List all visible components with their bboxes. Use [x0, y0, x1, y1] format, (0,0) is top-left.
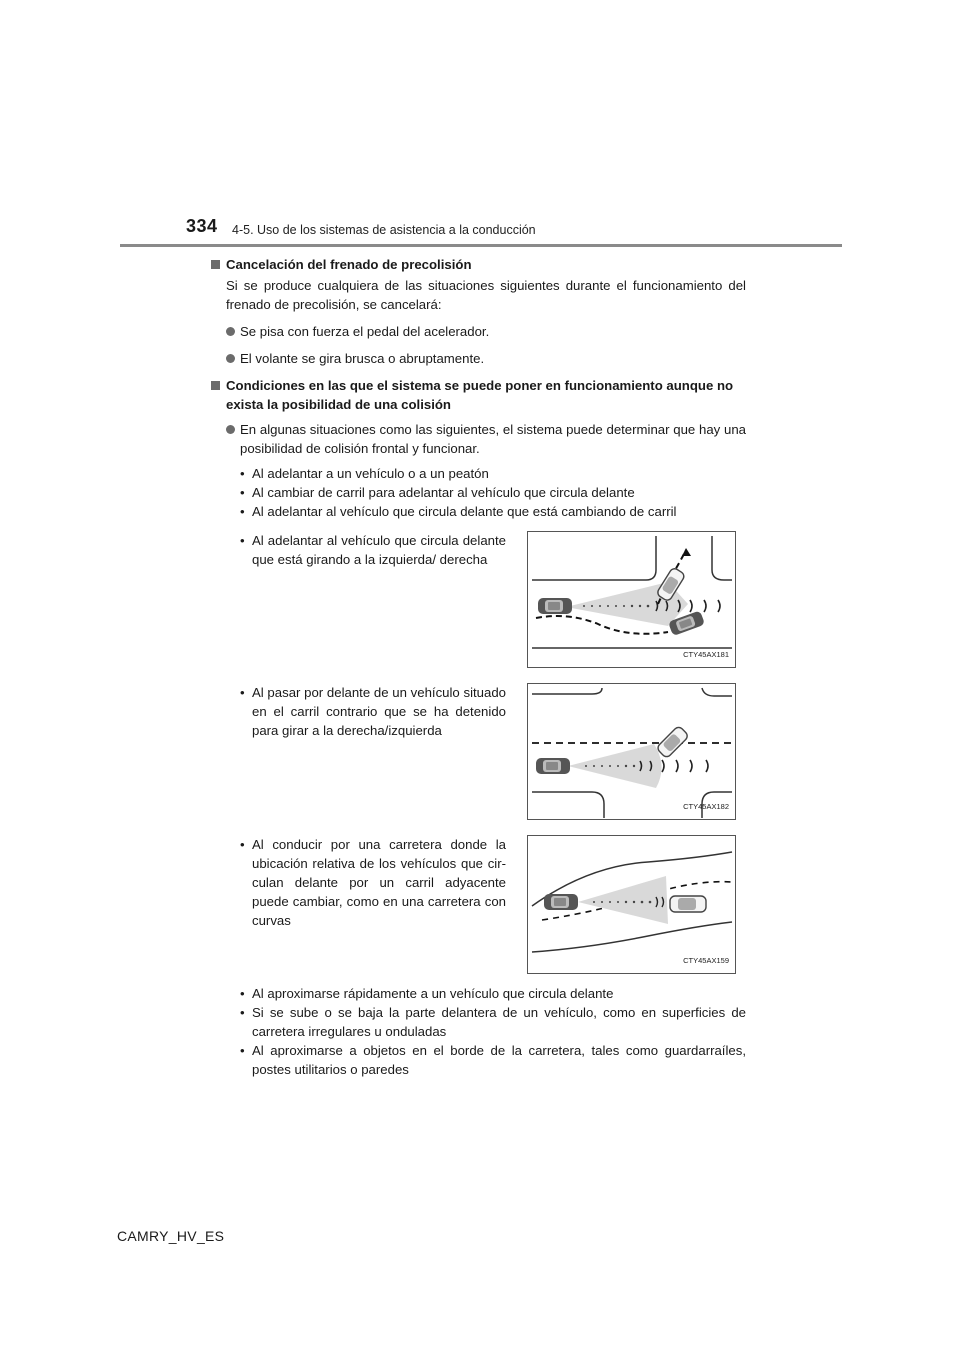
turning-vehicle-illustration — [527, 531, 736, 668]
circle-bullet-icon — [226, 425, 235, 434]
list-item — [210, 683, 506, 740]
square-bullet-icon — [211, 381, 220, 390]
figure-row-3 — [210, 835, 746, 985]
bullet-mark: • — [240, 504, 245, 519]
figure-caption-2 — [210, 683, 506, 740]
figure-code: CTY45AX159 — [683, 956, 729, 965]
curved-road-illustration — [527, 835, 736, 974]
item-text: El volante se gira brusca o abruptamente. — [240, 351, 485, 366]
item-text: En algunas situaciones como las siguientes, el sistema puede determinar que hay una posibilidad de colisión frontal y funcionar. — [240, 422, 746, 456]
bullet-text: Al adelantar al vehículo que circula delante que está cambiando de carril — [252, 504, 677, 519]
header-rule — [120, 244, 842, 247]
conditions-bullets-after — [210, 984, 746, 1079]
list-item — [210, 984, 746, 1003]
item-text: Se pisa con fuerza el pedal del acelerador. — [240, 324, 490, 339]
page-content — [210, 252, 746, 1079]
cancel-intro: Si se produce cualquiera de las situaciones siguientes durante el funcionamiento del frenado de precolisión, se cancelará: — [226, 278, 746, 312]
heading-conditions — [210, 376, 746, 414]
bullet-mark: • — [240, 1005, 245, 1020]
bullet-text: Si se sube o se baja la parte delantera de un vehículo, como en superficies de carretera irregulares u onduladas — [252, 1005, 746, 1039]
bullet-text: Al adelantar a un vehículo o a un peatón — [252, 466, 489, 481]
cancel-item-1 — [210, 322, 746, 341]
bullet-mark: • — [240, 485, 245, 500]
figure-code: CTY45AX182 — [683, 802, 729, 811]
bullet-text: Al aproximarse a objetos en el borde de la carretera, tales como guardarraíles, postes utilitarios o paredes — [252, 1043, 746, 1077]
figure-row-1 — [210, 531, 746, 679]
heading-cancel — [210, 255, 746, 274]
page-number: 334 — [186, 216, 218, 236]
bullet-text: Al adelantar al vehículo que circula delante que está girando a la izquierda/ derecha — [252, 533, 506, 567]
bullet-mark: • — [240, 533, 245, 548]
bullet-text: Al pasar por delante de un vehículo situado en el carril contrario que se ha detenido para girar a la derecha/izquierda — [252, 685, 506, 738]
list-item — [210, 835, 506, 930]
list-item — [210, 531, 506, 569]
square-bullet-icon — [211, 260, 220, 269]
list-item — [210, 1003, 746, 1041]
bullet-mark: • — [240, 986, 245, 1001]
bullet-text: Al cambiar de carril para adelantar al vehículo que circula delante — [252, 485, 635, 500]
conditions-bullets — [210, 464, 746, 521]
figure-caption-3 — [210, 835, 506, 930]
bullet-text: Al conducir por una carretera donde la ubicación relativa de los vehículos que cir- culan delante por un carril adyacente puede cambiar, como en una carretera con curvas — [252, 837, 506, 928]
list-item — [210, 464, 746, 483]
figure-caption-1 — [210, 531, 506, 569]
oncoming-vehicle-illustration — [527, 683, 736, 820]
heading-text: Condiciones en las que el sistema se puede poner en funcionamiento aunque no exista la posibilidad de una colisión — [226, 378, 734, 412]
list-item — [210, 1041, 746, 1079]
circle-bullet-icon — [226, 327, 235, 336]
bullet-mark: • — [240, 466, 245, 481]
bullet-mark: • — [240, 837, 245, 852]
section-title: 4-5. Uso de los sistemas de asistencia a la conducción — [232, 223, 536, 237]
cancel-item-2 — [210, 349, 746, 368]
bullet-mark: • — [240, 685, 245, 700]
list-item — [210, 483, 746, 502]
figure-row-2 — [210, 683, 746, 831]
footer-model-code: CAMRY_HV_ES — [117, 1228, 225, 1244]
conditions-item — [210, 420, 746, 458]
figure-code: CTY45AX181 — [683, 650, 729, 659]
circle-bullet-icon — [226, 354, 235, 363]
bullet-text: Al aproximarse rápidamente a un vehículo que circula delante — [252, 986, 614, 1001]
list-item — [210, 502, 746, 521]
heading-text: Cancelación del frenado de precolisión — [226, 257, 472, 272]
bullet-mark: • — [240, 1043, 245, 1058]
